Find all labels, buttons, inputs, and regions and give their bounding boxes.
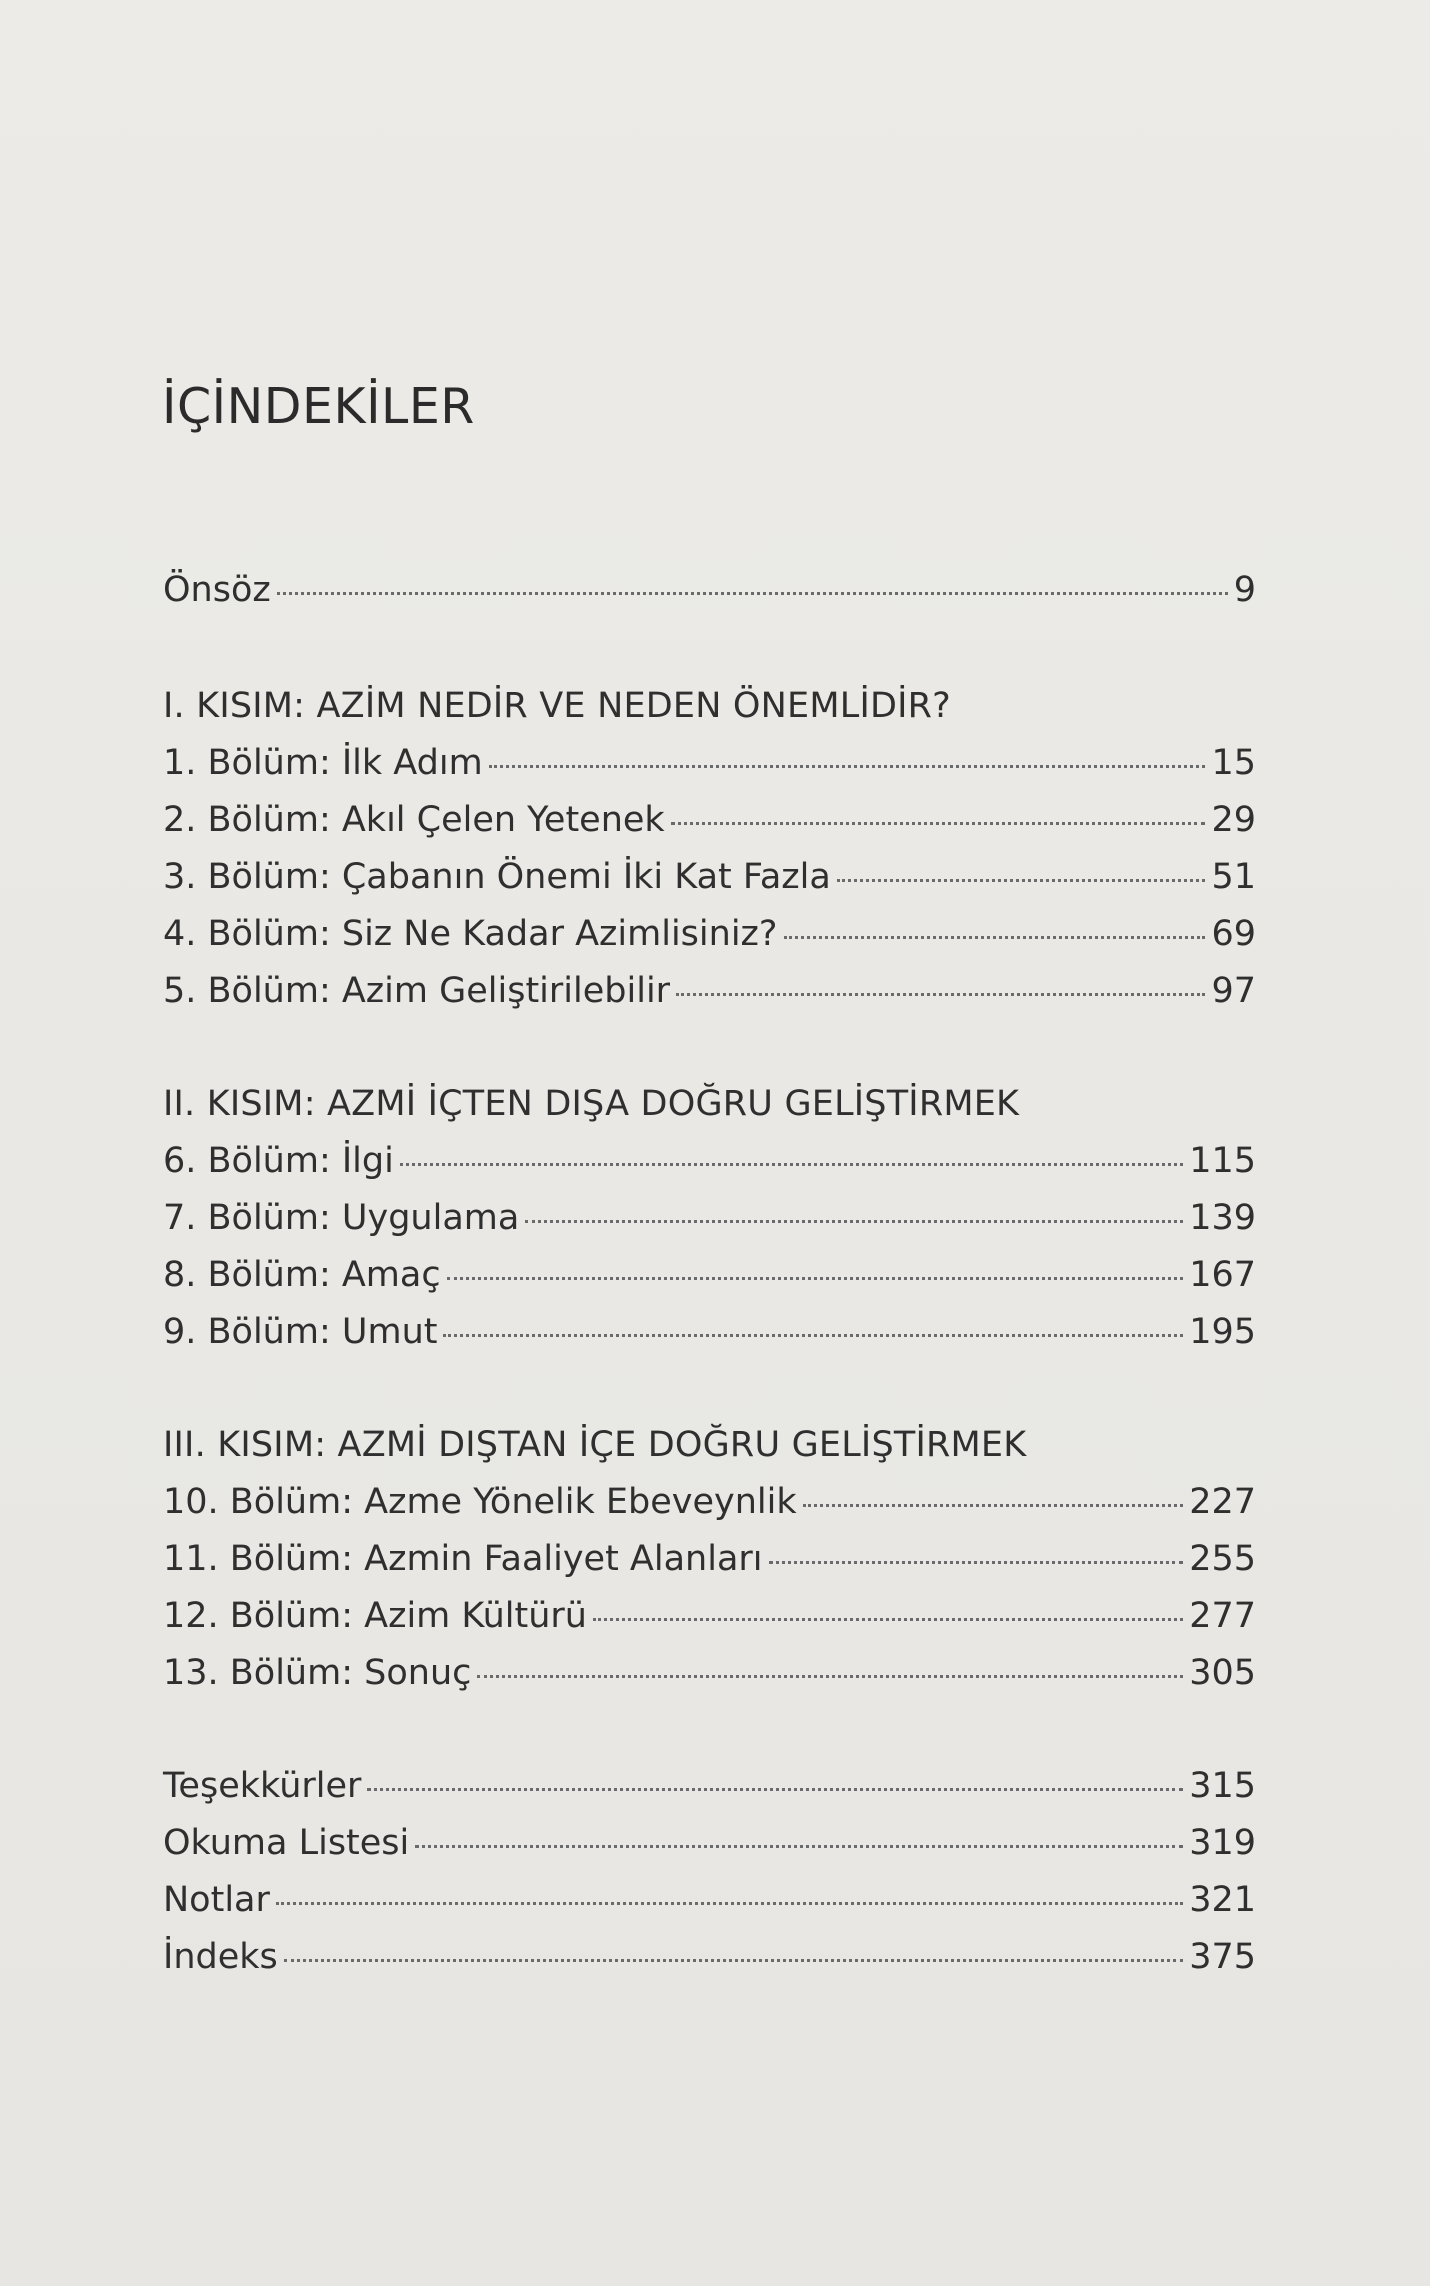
toc-entry-label: 11. Bölüm: Azmin Faaliyet Alanları xyxy=(163,1539,763,1579)
toc-entry-chapter-10 xyxy=(163,1474,1256,1531)
dot-leader xyxy=(837,879,1206,882)
toc-entry-label: 1. Bölüm: İlk Adım xyxy=(163,743,483,783)
toc-entry-index xyxy=(163,1929,1256,1986)
spacer xyxy=(163,1361,1256,1417)
toc-entry-chapter-8 xyxy=(163,1247,1256,1304)
toc-entry-page: 167 xyxy=(1189,1255,1256,1295)
toc-entry-chapter-3 xyxy=(163,849,1256,906)
dot-leader xyxy=(525,1220,1183,1223)
toc-entry-label: Önsöz xyxy=(163,570,271,610)
dot-leader xyxy=(400,1163,1183,1166)
toc-entry-chapter-5 xyxy=(163,963,1256,1020)
dot-leader xyxy=(443,1334,1183,1337)
spacer xyxy=(163,1702,1256,1758)
dot-leader xyxy=(769,1561,1184,1564)
toc-entry-label: 4. Bölüm: Siz Ne Kadar Azimlisiniz? xyxy=(163,914,778,954)
toc-entry-page: 321 xyxy=(1189,1880,1256,1920)
toc-entry-chapter-4 xyxy=(163,906,1256,963)
dot-leader xyxy=(447,1277,1184,1280)
toc-entry-label: 12. Bölüm: Azim Kültürü xyxy=(163,1596,587,1636)
toc-entry-label: Notlar xyxy=(163,1880,270,1920)
dot-leader xyxy=(489,765,1206,768)
toc-entry-page: 9 xyxy=(1233,570,1256,610)
toc-entry-label: 2. Bölüm: Akıl Çelen Yetenek xyxy=(163,800,665,840)
toc-entry-chapter-1 xyxy=(163,735,1256,792)
part-heading-3: III. KISIM: AZMİ DIŞTAN İÇE DOĞRU GELİŞTİRMEK xyxy=(163,1425,1027,1465)
toc-entry-label: 13. Bölüm: Sonuç xyxy=(163,1653,472,1693)
toc-entry-label: 6. Bölüm: İlgi xyxy=(163,1141,394,1181)
toc-entry-label: 8. Bölüm: Amaç xyxy=(163,1255,441,1295)
toc-entry-label: 10. Bölüm: Azme Yönelik Ebeveynlik xyxy=(163,1482,797,1522)
toc-entry-chapter-11 xyxy=(163,1531,1256,1588)
toc-entry-label: 7. Bölüm: Uygulama xyxy=(163,1198,520,1238)
toc-entry-page: 69 xyxy=(1211,914,1256,954)
toc-entry-page: 97 xyxy=(1211,971,1256,1011)
toc-entry-notes xyxy=(163,1872,1256,1929)
toc-entry-chapter-2 xyxy=(163,792,1256,849)
toc-entry-page: 115 xyxy=(1189,1141,1256,1181)
toc-entry-label: Teşekkürler xyxy=(163,1766,362,1806)
dot-leader xyxy=(593,1618,1183,1621)
dot-leader xyxy=(784,936,1206,939)
toc-entry-label: İndeks xyxy=(163,1937,278,1977)
toc-entry-page: 319 xyxy=(1189,1823,1256,1863)
toc-entry-preface xyxy=(163,562,1256,619)
toc-entry-label: Okuma Listesi xyxy=(163,1823,410,1863)
dot-leader xyxy=(803,1504,1184,1507)
spacer xyxy=(163,619,1256,678)
toc-entry-chapter-12 xyxy=(163,1588,1256,1645)
spacer xyxy=(163,1020,1256,1076)
dot-leader xyxy=(477,1675,1183,1678)
page-title: İÇİNDEKİLER xyxy=(162,378,475,435)
toc-entry-page: 29 xyxy=(1211,800,1256,840)
dot-leader xyxy=(276,1902,1183,1905)
toc-entry-page: 15 xyxy=(1211,743,1256,783)
toc-entry-page: 305 xyxy=(1189,1653,1256,1693)
part-heading-2: II. KISIM: AZMİ İÇTEN DIŞA DOĞRU GELİŞTİRMEK xyxy=(163,1084,1020,1124)
toc-entry-chapter-7 xyxy=(163,1190,1256,1247)
toc-entry-reading-list xyxy=(163,1815,1256,1872)
toc-entry-page: 139 xyxy=(1189,1198,1256,1238)
toc-entry-page: 195 xyxy=(1189,1312,1256,1352)
toc-entry-page: 51 xyxy=(1211,857,1256,897)
toc-entry-page: 255 xyxy=(1189,1539,1256,1579)
dot-leader xyxy=(277,592,1228,595)
toc-entry-label: 9. Bölüm: Umut xyxy=(163,1312,438,1352)
toc-entry-chapter-9 xyxy=(163,1304,1256,1361)
dot-leader xyxy=(367,1788,1183,1791)
toc-entry-page: 227 xyxy=(1189,1482,1256,1522)
dot-leader xyxy=(676,993,1205,996)
dot-leader xyxy=(284,1959,1183,1962)
toc-entry-label: 3. Bölüm: Çabanın Önemi İki Kat Fazla xyxy=(163,857,831,897)
part-heading-1: I. KISIM: AZİM NEDİR VE NEDEN ÖNEMLİDİR? xyxy=(163,686,951,726)
toc-entry-chapter-13 xyxy=(163,1645,1256,1702)
toc-entry-page: 315 xyxy=(1189,1766,1256,1806)
toc-entry-page: 277 xyxy=(1189,1596,1256,1636)
toc-entry-chapter-6 xyxy=(163,1133,1256,1190)
dot-leader xyxy=(671,822,1206,825)
toc-entry-acknowledgements xyxy=(163,1758,1256,1815)
table-of-contents xyxy=(163,562,1256,1986)
toc-entry-label: 5. Bölüm: Azim Geliştirilebilir xyxy=(163,971,671,1011)
toc-entry-page: 375 xyxy=(1189,1937,1256,1977)
dot-leader xyxy=(415,1845,1183,1848)
